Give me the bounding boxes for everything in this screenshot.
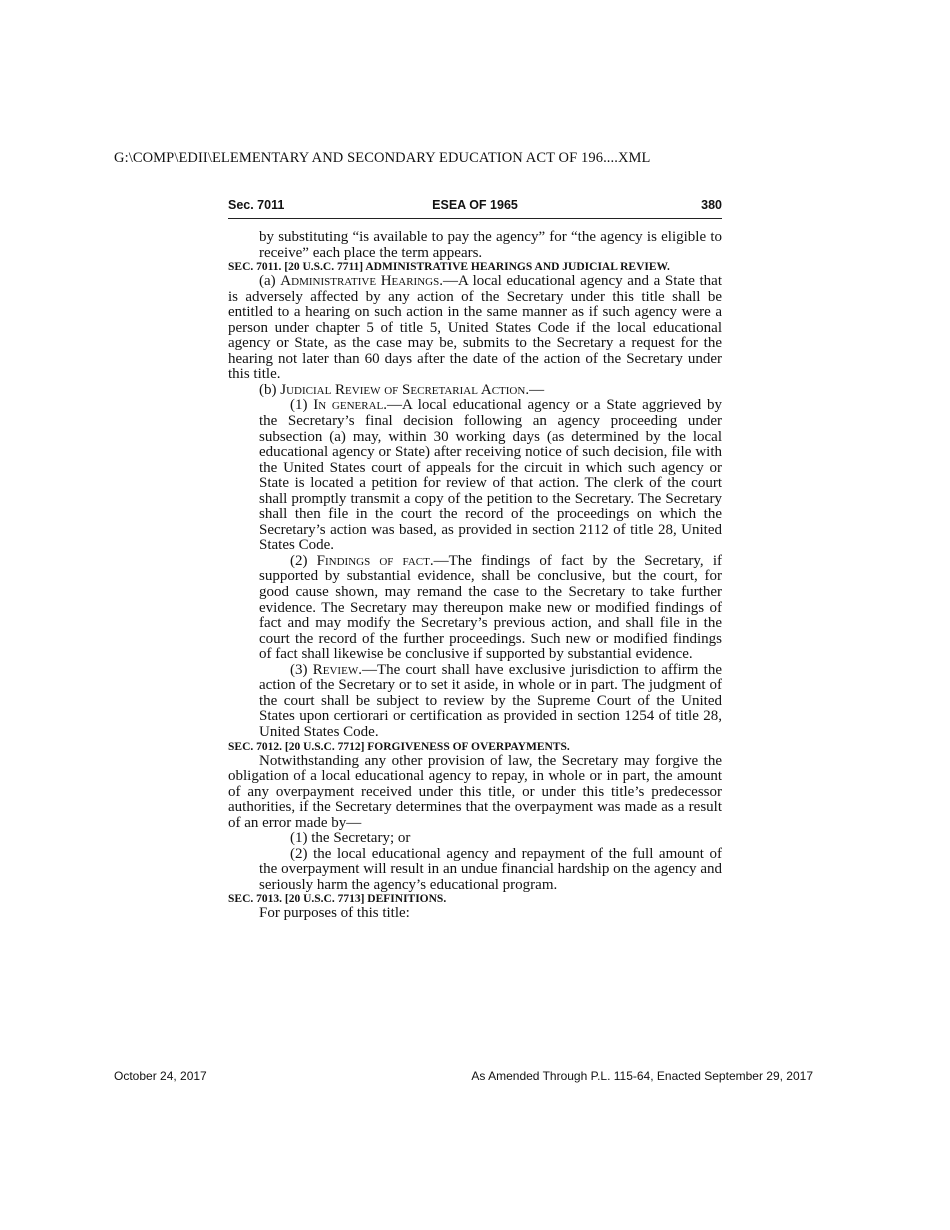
section-7012-heading: SEC. 7012. [20 U.S.C. 7712] FORGIVENESS OF OVERPAYMENTS. — [228, 740, 570, 753]
intro-paragraph: by substituting “is available to pay the agency” for “the agency is eligible to receive” each place the term appears. — [259, 229, 722, 261]
section-7012-item-1: (1) the Secretary; or — [290, 830, 411, 847]
document-body — [228, 230, 722, 922]
subsection-a-text: .—A local educational agency and a State that is adversely affected by any action of the Secretary under this title shall be entitled to a hearing on such action in the same manner as if such agency were a person under chapter 5 of title 5, United States Code if the local educational agency or State, as the case may be, submits to the Secretary a request for the hearing not later than 60 days after the date of the action of the Secretary under this title. — [228, 273, 723, 383]
page-number: 380 — [701, 198, 722, 212]
file-path: G:\COMP\EDII\ELEMENTARY AND SECONDARY EDUCATION ACT OF 196....XML — [114, 150, 651, 166]
paragraph-b1-label: (1) — [290, 397, 314, 414]
running-head — [228, 198, 722, 219]
paragraph-b3-text: .—The court shall have exclusive jurisdiction to affirm the action of the Secretary or to set it aside, in whole or in part. The judgment of the court shall be subject to review by the Supreme Court of the United States upon certiorari or certification as provided in section 1254 of title 28, United States Code. — [259, 661, 722, 740]
subsection-b-dash: .— — [525, 381, 545, 398]
subsection-a-heading: Administrative Hearings — [280, 273, 440, 290]
section-7011-heading: SEC. 7011. [20 U.S.C. 7711] ADMINISTRATIVE HEARINGS AND JUDICIAL REVIEW. — [228, 261, 670, 274]
paragraph-b1 — [228, 398, 722, 553]
section-7012-text: Notwithstanding any other provision of law, the Secretary may forgive the obligation of a local educational agency to repay, in whole or in part, the amount of any overpayment received under this title, or under this title’s predecessor authorities, if the Secretary determines that the overpayment was made as a result of an error made by— — [228, 752, 722, 831]
paragraph-b2-heading: Findings of fact — [316, 552, 430, 569]
running-head-section: Sec. 7011 — [228, 198, 285, 212]
paragraph-b2 — [228, 554, 722, 663]
paragraph-b1-heading: In general — [313, 397, 384, 414]
section-7013-heading: SEC. 7013. [20 U.S.C. 7713] DEFINITIONS. — [228, 893, 447, 906]
section-7012-item-2: (2) the local educational agency and repayment of the full amount of the overpayment will result in an undue financial hardship on the agency and seriously harm the agency’s educational program. — [259, 845, 722, 893]
subsection-b-label: (b) — [259, 381, 281, 398]
subsection-a-label: (a) — [259, 273, 281, 290]
paragraph-b3-heading: Review — [312, 661, 359, 678]
subsection-b-heading: Judicial Review of Secretarial Action — [280, 381, 526, 398]
running-head-title: ESEA OF 1965 — [432, 198, 518, 212]
subsection-a — [228, 274, 722, 383]
paragraph-b3-label: (3) — [290, 661, 313, 678]
paragraph-b3 — [228, 663, 722, 741]
footer-amended-note: As Amended Through P.L. 115-64, Enacted September 29, 2017 — [471, 1069, 813, 1083]
paragraph-b2-text: .—The findings of fact by the Secretary, if supported by substantial evidence, shall be conclusive, but the court, for good cause shown, may remand the case to the Secretary to take further evidence. The Secretary may thereupon make new or modified findings of fact and may modify the Secretary’s previous action, and shall file in the court the record of the further proceedings. Such new or modified findings of fact shall likewise be conclusive if supported by substantial evidence. — [259, 552, 722, 663]
paragraph-b2-label: (2) — [290, 552, 317, 569]
footer-date: October 24, 2017 — [114, 1069, 207, 1083]
subsection-b — [228, 383, 722, 399]
paragraph-b1-text: .—A local educational agency or a State aggrieved by the Secretary’s final decision following an agency proceeding under subsection (a) may, within 30 working days (as determined by the local educational agency or State) after receiving notice of such decision, file with the United States court of appeals for the circuit in which such agency or State is located a petition for review of that action. The clerk of the court shall promptly transmit a copy of the petition to the Secretary. The Secretary shall then file in the court the record of the proceedings on which the Secretary’s action was based, as provided in section 2112 of title 28, United States Code. — [259, 397, 722, 554]
section-7013-text: For purposes of this title: — [259, 905, 410, 922]
